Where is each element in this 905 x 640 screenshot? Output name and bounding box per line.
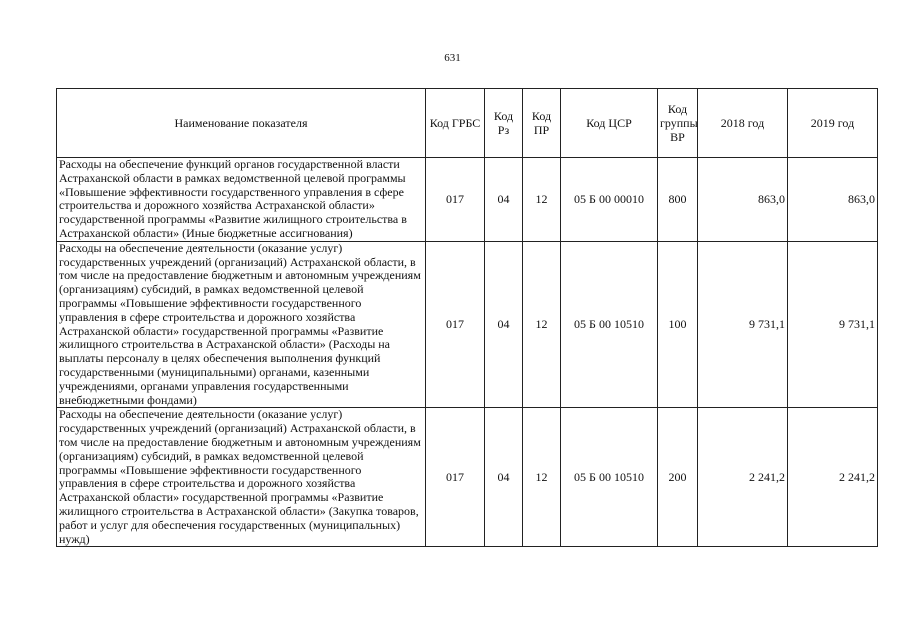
row-rz: 04 — [485, 158, 523, 242]
header-pr: Код ПР — [523, 89, 561, 158]
row-rz: 04 — [485, 241, 523, 408]
row-name: Расходы на обеспечение деятельности (оказание услуг) государственных учреждений (организаций) Астраханской области, в том числе на предоставление бюджетным и автономным учреждениям (организациям) субсидий, в рамках ведомственной целевой программы «Повышение эффективности государственного управления в сфере строительства и дорожного хозяйства Астраханской области» государственной программы «Развитие жилищного строительства в Астраханской области» (Закупка товаров, работ и услуг для обеспечения государственных (муниципальных) нужд) — [57, 408, 426, 547]
row-csr: 05 Б 00 10510 — [561, 241, 658, 408]
header-rz: Код Рз — [485, 89, 523, 158]
budget-table — [56, 88, 878, 547]
row-csr: 05 Б 00 00010 — [561, 158, 658, 242]
row-name: Расходы на обеспечение деятельности (оказание услуг) государственных учреждений (организаций) Астраханской области, в том числе на предоставление бюджетным и автономным учреждениям (организациям) субсидий, в рамках ведомственной целевой программы «Повышение эффективности государственного управления в сфере строительства и дорожного хозяйства Астраханской области» государственной программы «Развитие жилищного строительства в Астраханской области» (Расходы на выплаты персоналу в целях обеспечения выполнения функций государственными (муниципальными) органами, казенными учреждениями, органами управления государственными внебюджетными фондами) — [57, 241, 426, 408]
page-number: 631 — [444, 52, 461, 64]
row-amount-2018: 2 241,2 — [698, 408, 788, 547]
header-name: Наименование показателя — [57, 89, 426, 158]
row-grbs: 017 — [426, 158, 485, 242]
table-row — [57, 241, 878, 408]
header-csr: Код ЦСР — [561, 89, 658, 158]
row-amount-2018: 863,0 — [698, 158, 788, 242]
row-pr: 12 — [523, 158, 561, 242]
row-csr: 05 Б 00 10510 — [561, 408, 658, 547]
header-2019: 2019 год — [788, 89, 878, 158]
table-row — [57, 408, 878, 547]
row-pr: 12 — [523, 408, 561, 547]
table-row — [57, 158, 878, 242]
row-vr: 100 — [658, 241, 698, 408]
row-grbs: 017 — [426, 408, 485, 547]
row-rz: 04 — [485, 408, 523, 547]
row-amount-2019: 2 241,2 — [788, 408, 878, 547]
row-vr: 200 — [658, 408, 698, 547]
header-vr: Код группы ВР — [658, 89, 698, 158]
header-grbs: Код ГРБС — [426, 89, 485, 158]
row-vr: 800 — [658, 158, 698, 242]
row-amount-2018: 9 731,1 — [698, 241, 788, 408]
row-name: Расходы на обеспечение функций органов государственной власти Астраханской области в рамках ведомственной целевой программы «Повышение эффективности государственного управления в сфере строительства и дорожного хозяйства Астраханской области» государственной программы «Развитие жилищного строительства в Астраханской области» (Иные бюджетные ассигнования) — [57, 158, 426, 242]
row-amount-2019: 9 731,1 — [788, 241, 878, 408]
row-grbs: 017 — [426, 241, 485, 408]
row-amount-2019: 863,0 — [788, 158, 878, 242]
row-pr: 12 — [523, 241, 561, 408]
header-2018: 2018 год — [698, 89, 788, 158]
table-header-row — [57, 89, 878, 158]
